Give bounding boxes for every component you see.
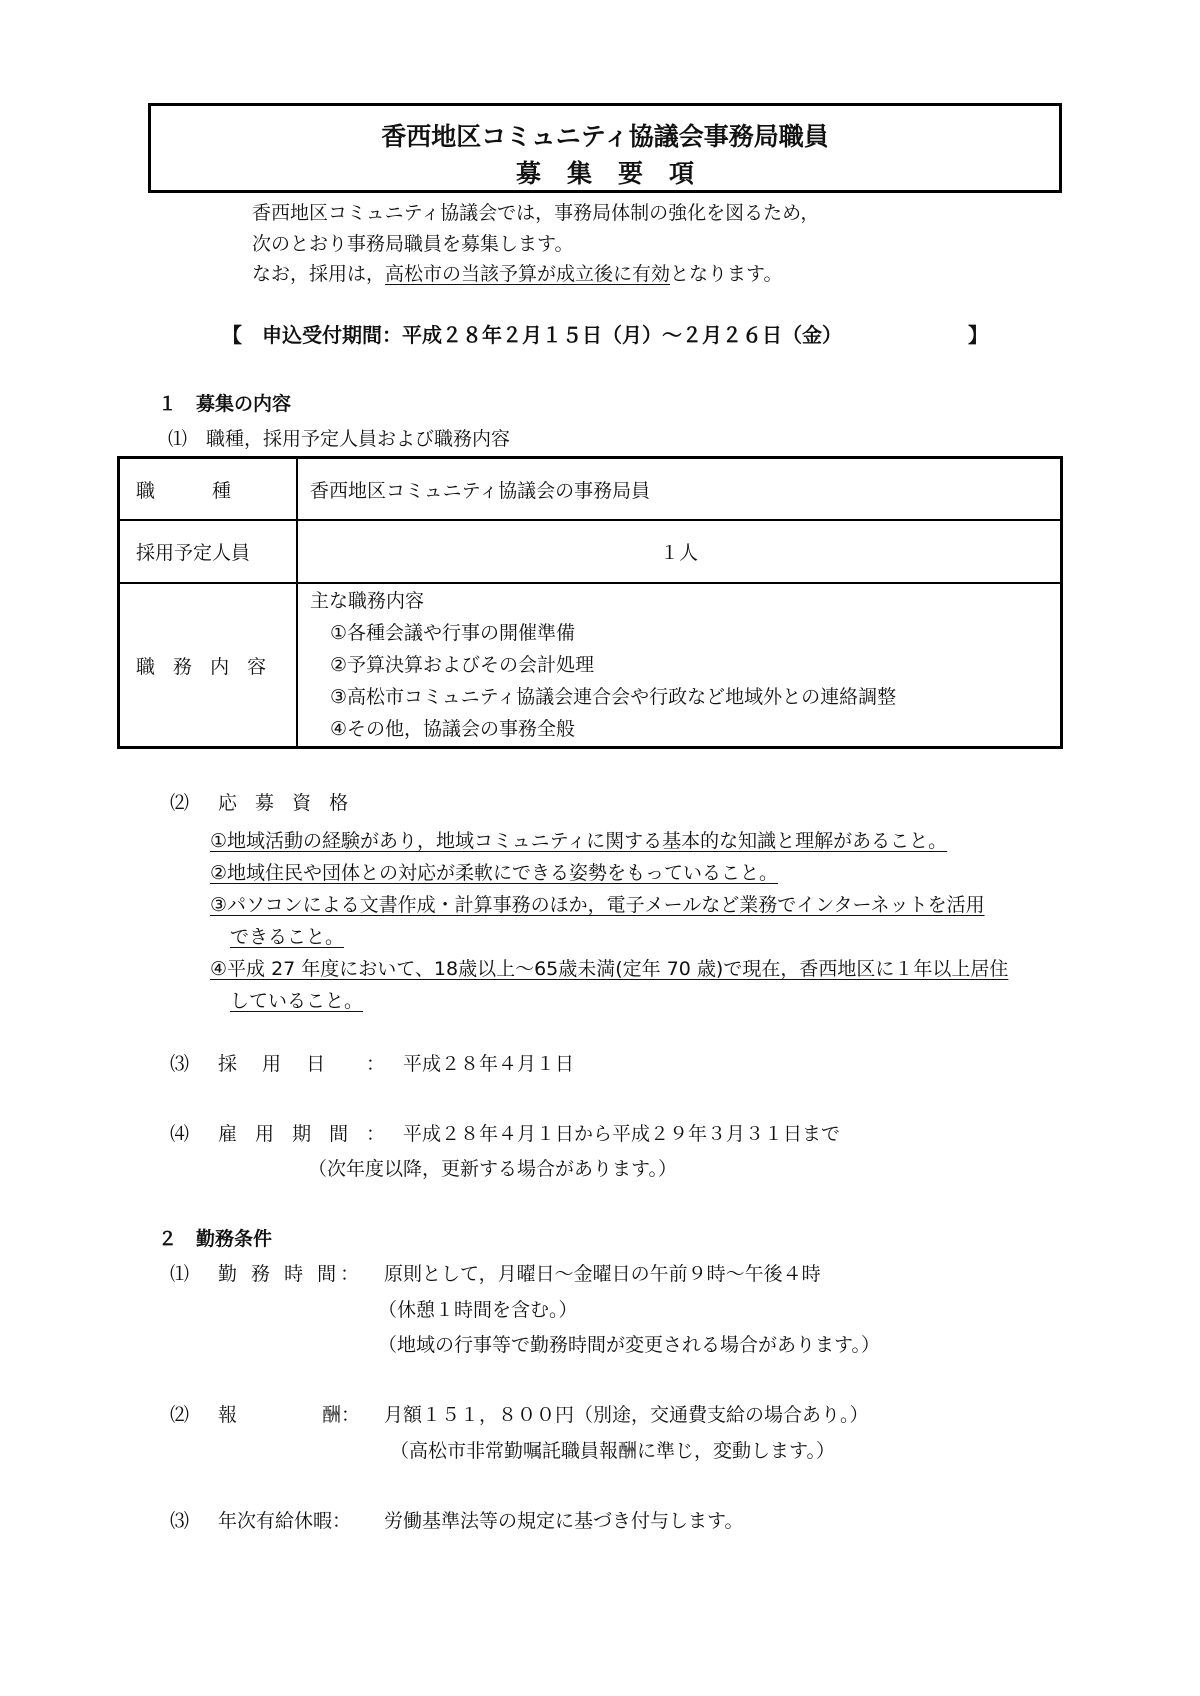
- leave-num: ⑶: [170, 1510, 190, 1532]
- headcount-label: 採用予定人員: [119, 520, 298, 583]
- qualification-item: ③パソコンによる文書作成・計算事務のほか，電子メールなど業務でインターネットを活用: [210, 894, 985, 916]
- application-period: 申込受付期間：平成２８年２月１５日（月）～２月２６日（金）: [262, 323, 842, 347]
- intro-note-before: なお，採用は，: [252, 263, 386, 285]
- work-hours-note-1: （休憩１時間を含む。）: [378, 1299, 578, 1321]
- table-row: [119, 583, 1062, 748]
- pay-label-b: 酬：: [322, 1404, 361, 1426]
- duties-cell: [297, 583, 1062, 748]
- section1-sub1: ⑴ 職種，採用予定人員および職務内容: [168, 428, 511, 450]
- table-row: [119, 458, 1062, 521]
- intro-note: [252, 265, 783, 284]
- pay-value: 月額１５１，８００円（別途，交通費支給の場合あり。）: [384, 1404, 869, 1426]
- pay-label-a: 報: [218, 1404, 238, 1426]
- sub3-label: 採 用 日: [218, 1053, 326, 1075]
- work-hours-note-2: （地域の行事等で勤務時間が変更される場合があります。）: [378, 1334, 880, 1356]
- duties-title: 主な職務内容: [310, 590, 425, 612]
- pay-note: （高松市非常勤嘱託職員報酬に準じ，変動します。）: [390, 1440, 835, 1462]
- job-type-label-cell: [119, 458, 298, 521]
- work-hours: 原則として，月曜日～金曜日の午前９時～午後４時: [384, 1263, 821, 1285]
- table-row: [119, 520, 1062, 583]
- sub4-num: ⑷: [170, 1123, 190, 1145]
- sub4-label: 雇 用 期 間: [218, 1123, 355, 1145]
- leave-label: 年次有給休暇：: [218, 1510, 352, 1532]
- sub2-num: ⑵: [170, 792, 190, 814]
- pay-num: ⑵: [170, 1404, 190, 1426]
- qualification-item: ①地域活動の経験があり，地域コミュニティに関する基本的な知識と理解があること。: [210, 830, 948, 852]
- employment-period-note: （次年度以降，更新する場合があります。）: [308, 1158, 677, 1180]
- qualification-item-cont: できること。: [230, 926, 345, 948]
- intro-note-underlined: 高松市の当該予算が成立後に有効: [385, 263, 671, 285]
- hours-num: ⑴: [170, 1263, 190, 1285]
- duty-item: ②予算決算およびその会計処理: [330, 654, 595, 676]
- headcount-value: １人: [297, 520, 1062, 583]
- duty-item: ③高松市コミュニティ協議会連合会や行政など地域外との連絡調整: [330, 686, 897, 708]
- duty-item: ④その他，協議会の事務全般: [330, 718, 576, 740]
- hire-date: 平成２８年４月１日: [403, 1053, 575, 1075]
- sub3-num: ⑶: [170, 1053, 190, 1075]
- job-type-label: 職 種: [136, 479, 232, 502]
- sub3-colon: ：: [366, 1053, 386, 1075]
- hours-label: 勤 務 時 間：: [218, 1263, 364, 1285]
- period-close-bracket: 】: [968, 323, 988, 347]
- qualification-item-cont: していること。: [230, 990, 364, 1012]
- intro-line-2: 次のとおり事務局職員を募集します。: [252, 233, 574, 255]
- section1-heading: １ 募集の内容: [158, 393, 292, 415]
- job-type-value: 香西地区コミュニティ協議会の事務局員: [297, 458, 1062, 521]
- page-subtitle: 募集要項: [515, 159, 720, 188]
- period-open-bracket: 【: [222, 323, 242, 347]
- sub4-colon: ：: [366, 1123, 386, 1145]
- duty-item: ①各種会議や行事の開催準備: [330, 622, 576, 644]
- employment-period: 平成２８年４月１日から平成２９年３月３１日まで: [403, 1123, 841, 1145]
- sub2-label: 応 募 資 格: [218, 792, 355, 814]
- intro-line-1: 香西地区コミュニティ協議会では，事務局体制の強化を図るため，: [252, 202, 820, 224]
- intro-note-after: となります。: [670, 263, 783, 285]
- qualification-item: ④平成 27 年度において、18歳以上～65歳未満(定年 70 歳)で現在，香西地区に１年以上居住: [210, 958, 1009, 980]
- job-table: [117, 456, 1063, 749]
- section2-heading: ２ 勤務条件: [158, 1228, 273, 1250]
- page-title: 香西地区コミュニティ協議会事務局職員: [381, 122, 829, 151]
- leave-value: 労働基準法等の規定に基づき付与します。: [384, 1510, 744, 1532]
- duties-label: 職 務 内 容: [119, 583, 298, 748]
- qualification-item: ②地域住民や団体との対応が柔軟にできる姿勢をもっていること。: [210, 862, 779, 884]
- title-box: [148, 103, 1062, 193]
